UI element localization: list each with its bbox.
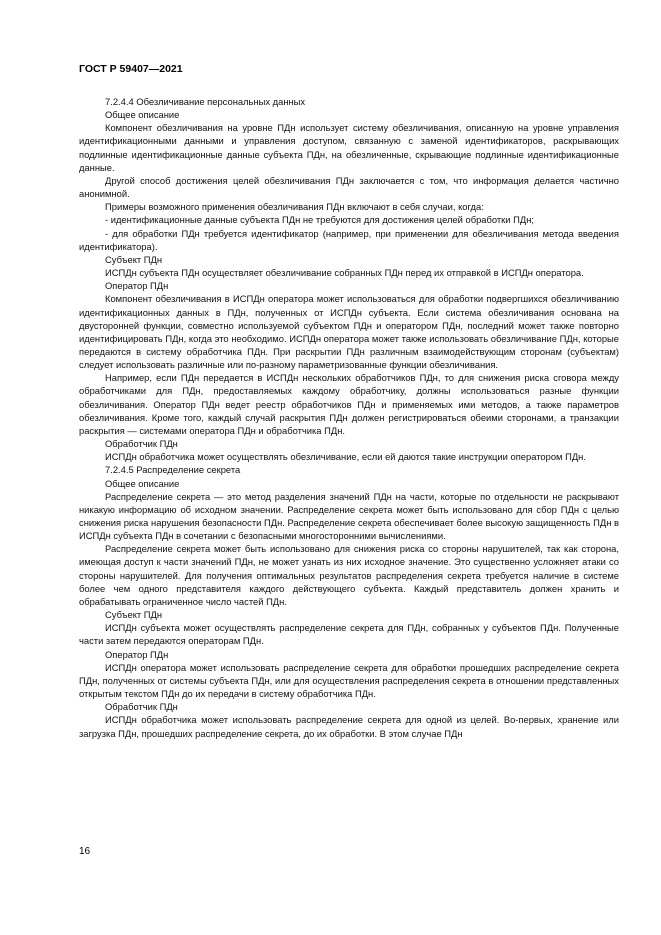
subheading: Оператор ПДн: [105, 648, 169, 660]
paragraph: Примеры возможного применения обезличивания ПДн включают в себя случаи, когда:: [105, 201, 484, 213]
subheading: Оператор ПДн: [105, 280, 169, 292]
subheading: Субъект ПДн: [105, 609, 163, 621]
paragraph: Другой способ достижения целей обезличивания ПДн заключается с том, что информация делается частично анонимной.: [79, 174, 619, 200]
list-item: - идентификационные данные субъекта ПДн не требуются для достижения целей обработки ПДн;: [105, 214, 534, 226]
paragraph: ИСПДн оператора может использовать распределение секрета для обработки прошедших распределение секрета ПДн, полученных от системы субъекта ПДн, или для осуществления распределения секрета в отношении представленных открытым текстом ПДн до их передачи в систему обработчика ПДн.: [79, 661, 619, 700]
subheading: Обработчик ПДн: [105, 701, 178, 713]
paragraph: ИСПДн обработчика может использовать распределение секрета для одной из целей. Во-первых, хранение или загрузка ПДн, прошедших распределение секрета, до их обработки. В этом случае ПДн: [79, 714, 619, 739]
paragraph: Распределение секрета — это метод разделения значений ПДн на части, которые по отдельности не раскрывают никакую информацию об исходном значении. Распределение секрета может быть использовано для сбор ПДн с целью снижения риска нарушения безопасности ПДн. Распределение секрета обеспечивает более высокую защищенность ПДн в ИСПДн субъекта ПДн в сочетании с безопасными многосторонними вычислениями.: [79, 490, 619, 542]
paragraph: Например, если ПДн передается в ИСПДн нескольких обработчиков ПДн, то для снижения риска сговора между обработчиками для ПДн, предоставляемых каждому обработчику, должны использоваться разные функции обезличивания. Оператор ПДн ведет реестр обработчиков ПДн и применяемых ими методов, а также параметров обезличивания. Кроме того, каждый случай раскрытия ПДн должен регистрироваться обеими сторонами, а транзакции раскрытия — системами оператора ПДн и обработчика ПДн.: [79, 372, 619, 436]
paragraph: Компонент обезличивания на уровне ПДн использует систему обезличивания, описанную на уровне управления идентификационными данными и управления доступом, связанную с заменой идентификаторов, раскрывающих подлинные идентификационные данные субъекта ПДн, на обезличенные, скрывающие подлинные идентификационные данные.: [79, 122, 619, 173]
paragraph: ИСПДн обработчика может осуществлять обезличивание, если ей даются такие инструкции оператором ПДн.: [105, 451, 586, 463]
document-body: [79, 95, 619, 740]
paragraph: ИСПДн субъекта может осуществлять распределение секрета для ПДн, собранных у субъектов ПДн. Полученные части затем передаются операторам ПДн.: [79, 622, 619, 647]
paragraph: Компонент обезличивания в ИСПДн оператора может использоваться для обработки подвергшихся обезличиванию идентификационных данных в ПДн, полученных от ИСПДн субъекта. Если система обезличивания основана на двусторонней функции, совместно используемой субъектом ПДн и оператором ПДн, последний может также повторно идентифицировать ПДн, когда это необходимо. ИСПДн оператора может также использовать обезличивание ПДн, которые передаются в систему обработчика ПДн. При раскрытии ПДн различным взаимодействующим сторонам (субъектам) следует использовать различные или по-разному параметризованные функции обезличивания.: [79, 293, 619, 371]
subheading: Общее описание: [105, 109, 180, 121]
subheading: Субъект ПДн: [105, 253, 163, 265]
page-number: 16: [79, 846, 91, 857]
subheading: Общее описание: [105, 477, 180, 489]
section-heading: 7.2.4.4 Обезличивание персональных данных: [105, 96, 306, 107]
list-item: - для обработки ПДн требуется идентификатор (например, при применении для обезличивания метода введения идентификатора).: [79, 227, 619, 252]
document-header: ГОСТ Р 59407—2021: [79, 63, 183, 75]
paragraph: ИСПДн субъекта ПДн осуществляет обезличивание собранных ПДн перед их отправкой в ИСПДн оператора.: [105, 267, 584, 279]
paragraph: Распределение секрета может быть использовано для снижения риска со стороны нарушителей, так как сторона, имеющая доступ к части значений ПДн, не может узнать из них исходное значение. Это существенно усложняет атаки со стороны нарушителей. Для получения оптимальных результатов распределения секрета требуется наличие в системе более чем одного представителя каждого действующего субъекта. Каждый представитель должен хранить и обрабатывать ограниченное число частей ПДн.: [79, 543, 619, 607]
subheading: Обработчик ПДн: [105, 438, 178, 450]
section-heading: 7.2.4.5 Распределение секрета: [105, 464, 241, 476]
